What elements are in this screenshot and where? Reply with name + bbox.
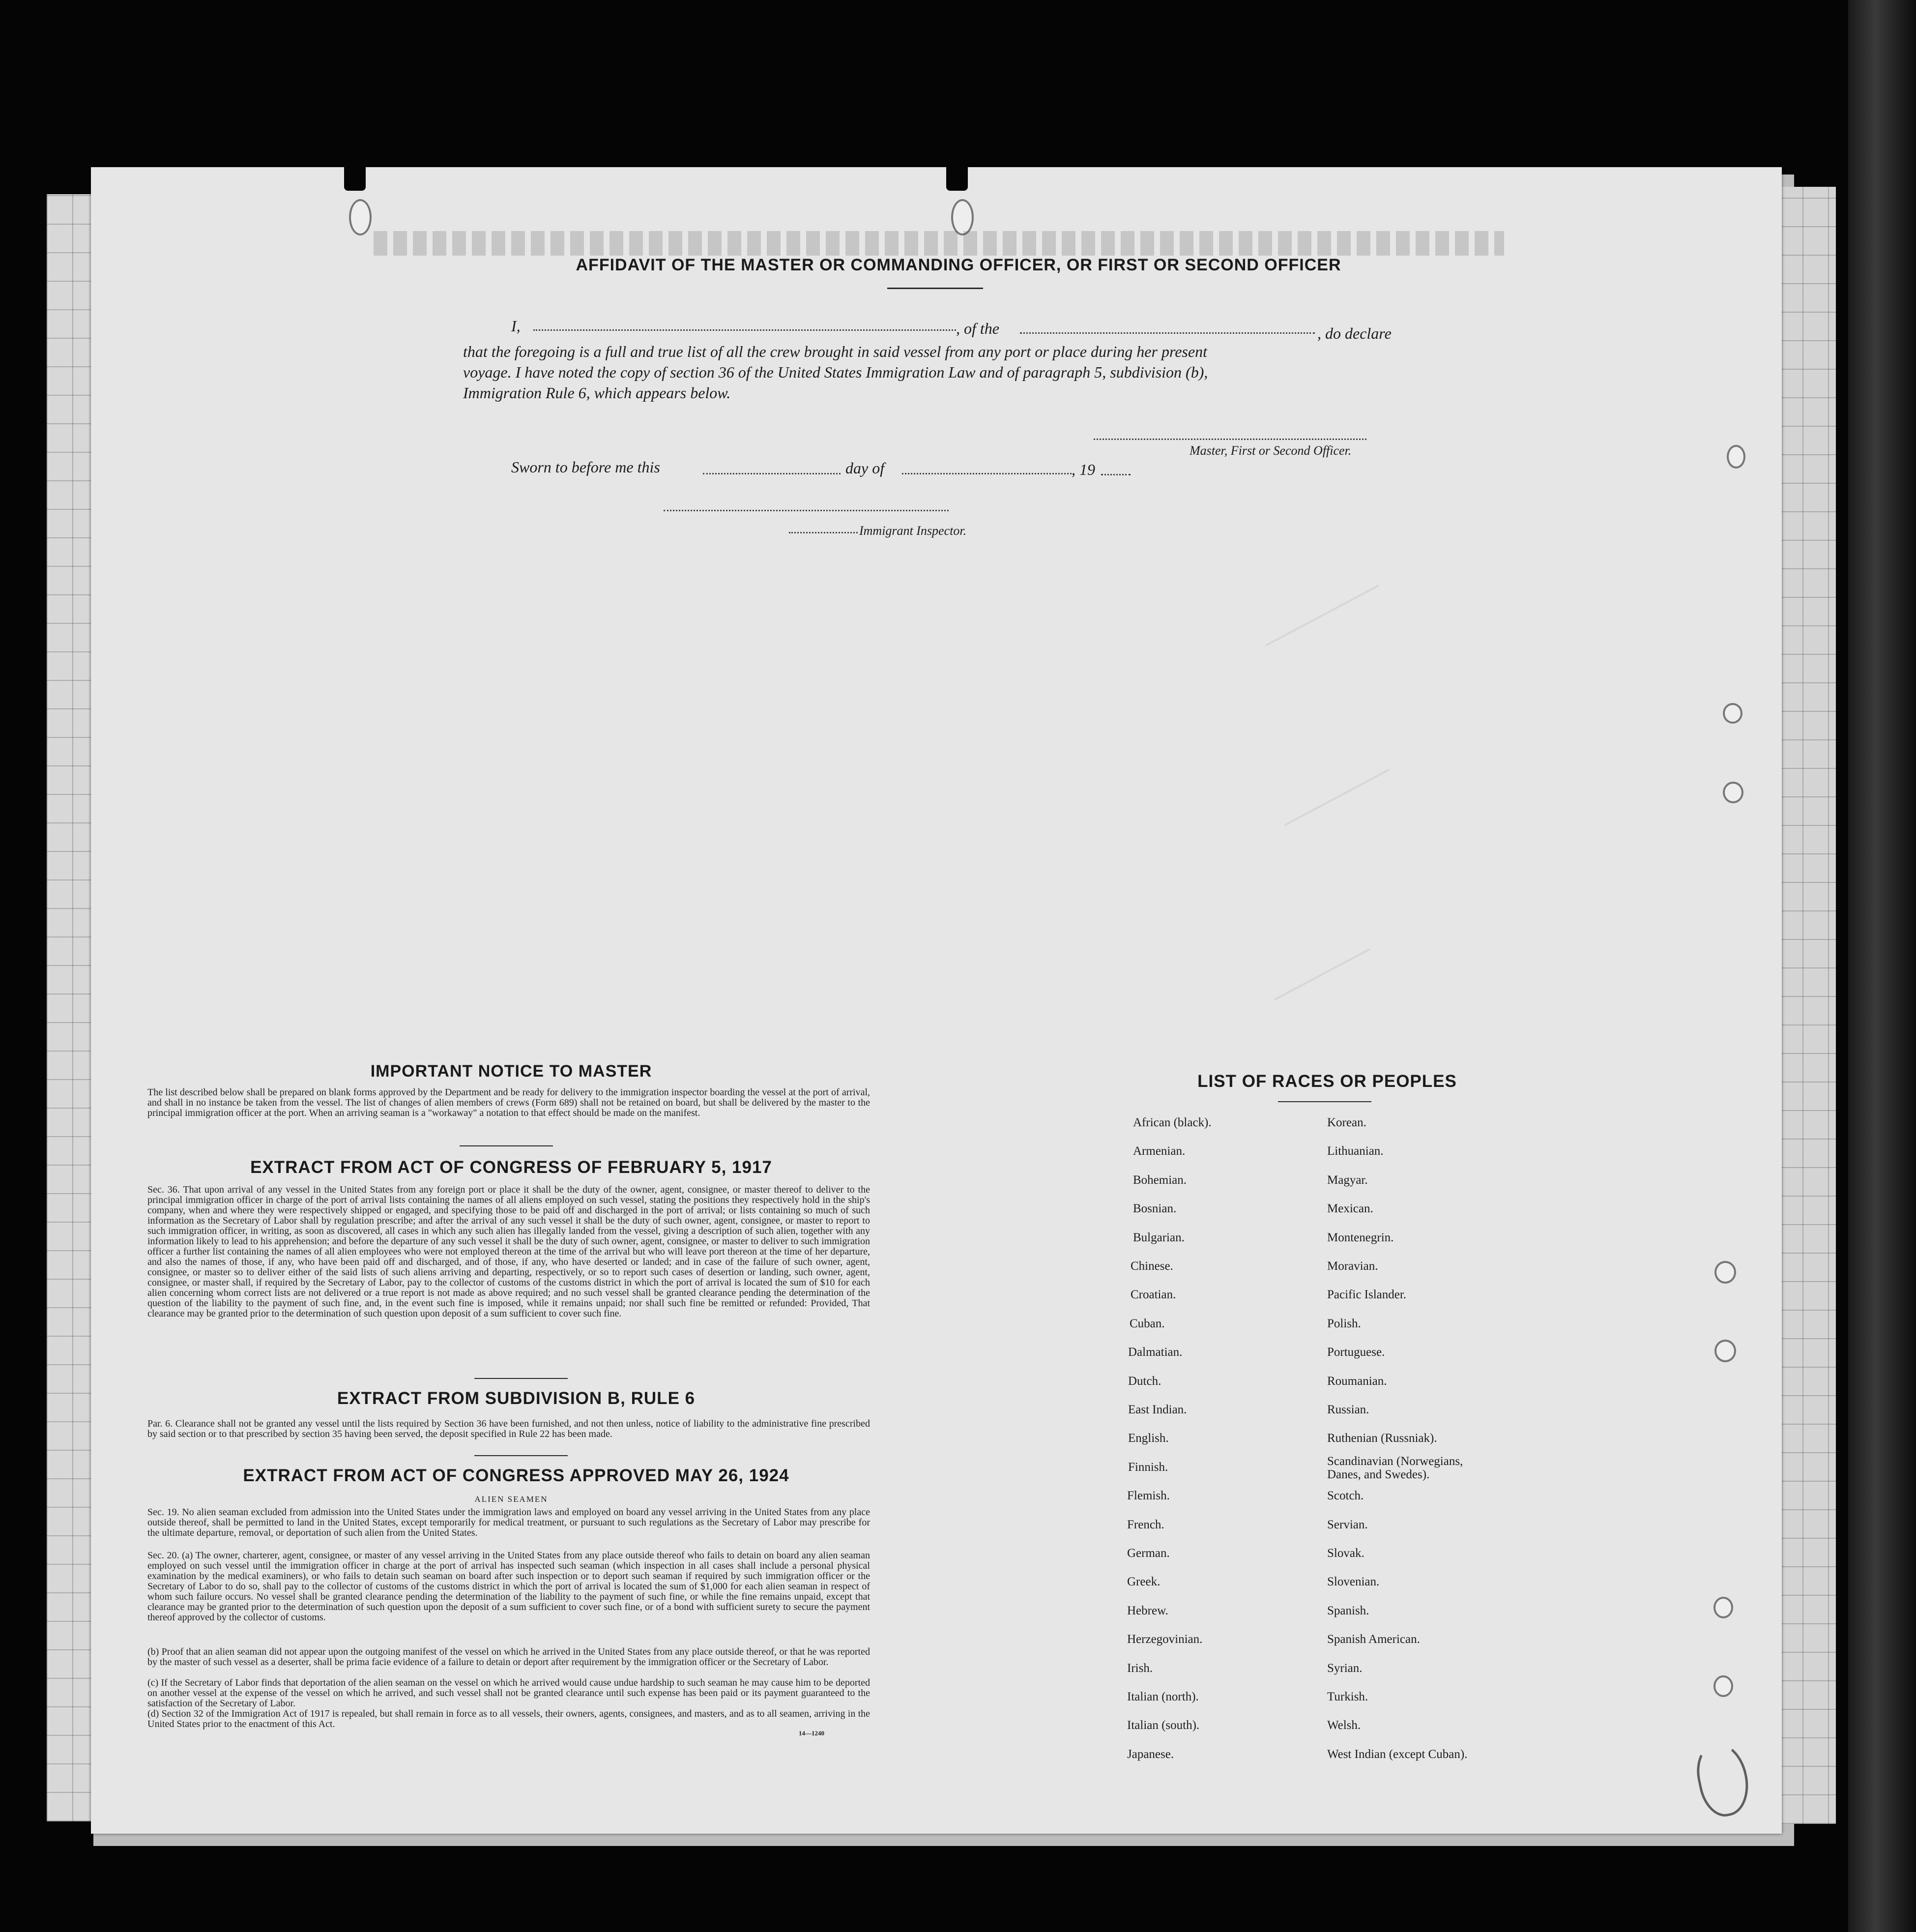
race-item: Spanish.	[1327, 1604, 1369, 1617]
race-item: Pacific Islander.	[1327, 1288, 1407, 1302]
sworn-label: Sworn to before me this	[511, 458, 660, 476]
affidavit-line-4: Immigration Rule 6, which appears below.	[463, 384, 731, 402]
race-item: Korean.	[1327, 1116, 1366, 1129]
race-item: Chinese.	[1131, 1259, 1173, 1273]
race-item: Cuban.	[1130, 1317, 1165, 1330]
race-item: French.	[1127, 1518, 1164, 1531]
race-item: Finnish.	[1128, 1460, 1168, 1474]
punch-hole	[1723, 703, 1742, 724]
race-item: Lithuanian.	[1327, 1144, 1384, 1158]
race-item: Croatian.	[1131, 1288, 1176, 1302]
binding-notch-right	[946, 161, 968, 191]
sworn-day-field[interactable]	[703, 473, 841, 474]
race-item: German.	[1127, 1547, 1170, 1560]
race-item: Roumanian.	[1327, 1374, 1387, 1388]
race-item: Russian.	[1327, 1403, 1369, 1416]
race-item: Montenegrin.	[1327, 1230, 1394, 1244]
punch-hole	[1727, 445, 1745, 468]
affidavit-title: AFFIDAVIT OF THE MASTER OR COMMANDING OFFICER, OR FIRST OR SECOND OFFICER	[576, 256, 1341, 274]
extract-1917-title: EXTRACT FROM ACT OF CONGRESS OF FEBRUARY 5, 1917	[250, 1158, 772, 1177]
race-item: Bohemian.	[1133, 1173, 1187, 1187]
extract-1917-text: Sec. 36. That upon arrival of any vessel in the United States from any foreign port or place it shall be the duty of the owner, agent, consignee, or master thereof to deliver to the principal immigration officer in charge of the port of arrival lists containing the names of all aliens employed on such vessel, stating the positions they respectively hold in the ship's company, when and where they were respectively shipped or engaged, and specifying those to be paid off and discharged in the port of arrival; or lists containing so much of such information as the Secretary of Labor shall by regulation prescribe; and after the arrival of any such vessel it shall be the duty of such owner, agent, consignee, or master to report to such immigration officer, in writing, as soon as discovered, all cases in which any such alien has illegally landed from the vessel, giving a description of such alien, together with any information likely to lead to his apprehension; and before the departure of any such vessel it shall be the duty of such owner, agent, consignee, or master to deliver to such immigration officer a further list containing the names of all alien employees who were not employed thereon at the time of the arrival but who will leave port thereon at the time of her departure, and also the names of those, if any, who have been paid off and discharged, and of those, if any, who have deserted or landed; and in case of the failure of such owner, agent, consignee, or master so to deliver either of the said lists of such aliens arriving and departing, respectively, or so to report such cases of desertion or landing, such owner, agent, consignee, or master shall, if required by the Secretary of Labor, pay to the collector of customs of the customs district in which the port of arrival is located the sum of $10 for each alien concerning whom correct lists are not delivered or a true report is not made as above required; and no such vessel shall be granted clearance pending the determination of the question of the liability to the payment of such fine, and, in the event such fine is imposed, while it remains unpaid; nor shall such fine be remitted or refunded: Provided, That clearance may be granted prior to the determination of such question upon deposit of a sum sufficient to cover such fine.	[147, 1184, 870, 1319]
race-item: Portuguese.	[1327, 1346, 1385, 1359]
extract-rule6-title: EXTRACT FROM SUBDIVISION B, RULE 6	[337, 1389, 696, 1408]
race-item: Servian.	[1327, 1518, 1368, 1531]
extract-1924-sec19: Sec. 19. No alien seaman excluded from admission into the United States under the immigration laws and employed on board any vessel arriving in the United States from any place outside thereof, shall be permitted to land in the United States, except temporarily for medical treatment, or pursuant to such regulations as the Secretary of Labor may prescribe for the ultimate departure, removal, or deportation of such alien from the United States.	[147, 1507, 870, 1538]
master-signature-line[interactable]	[1094, 439, 1366, 440]
race-item: Slovenian.	[1327, 1575, 1380, 1589]
punch-hole	[1714, 1261, 1736, 1284]
binding-hole	[349, 199, 372, 235]
race-item: Herzegovinian.	[1127, 1633, 1203, 1646]
race-item: Hebrew.	[1127, 1604, 1168, 1617]
race-item: East Indian.	[1128, 1403, 1187, 1416]
race-item: Turkish.	[1327, 1690, 1368, 1703]
right-ledger-strip	[1777, 187, 1836, 1824]
scanner-edge	[1848, 0, 1916, 1932]
affidavit-line-3: voyage. I have noted the copy of section 36 of the United States Immigration Law and of paragraph 5, subdivision (b),	[463, 363, 1208, 381]
title-underline	[887, 288, 983, 289]
punch-hole	[1713, 1675, 1733, 1697]
extract-1924-sec20c: (c) If the Secretary of Labor finds that deportation of the alien seaman on the vessel on which he arrived would cause undue hardship to such seaman he may cause him to be deported on another vessel at the expense of the vessel on which he arrived, and such vessel shall not be granted clearance until such expense has been paid or its payment guaranteed to the satisfaction of the Secretary of Labor.	[147, 1677, 870, 1709]
race-item: Italian (south).	[1127, 1719, 1200, 1732]
notice-title: IMPORTANT NOTICE TO MASTER	[370, 1062, 652, 1081]
affidavit-declare-label: , do declare	[1317, 324, 1392, 342]
punch-hole	[1713, 1597, 1733, 1618]
race-item: Scandinavian (Norwegians, Danes, and Swedes).	[1327, 1454, 1463, 1481]
extract-1924-title: EXTRACT FROM ACT OF CONGRESS APPROVED MAY 26, 1924	[243, 1466, 789, 1485]
notice-text: The list described below shall be prepared on blank forms approved by the Department and be ready for delivery to the immigration inspector boarding the vessel at the port of arrival, and shall in no instance be taken from the vessel. The list of changes of alien members of crews (Form 689) shall not be retained on board, but shall be delivered by the master to the principal immigration officer at the port. When an arriving seaman is a "workaway" a notation to that effect should be made on the manifest.	[147, 1087, 870, 1118]
section-divider	[460, 1145, 553, 1146]
section-divider	[474, 1378, 568, 1379]
race-item: Dutch.	[1128, 1374, 1161, 1388]
race-item: Moravian.	[1327, 1259, 1378, 1273]
races-title-underline	[1278, 1101, 1371, 1102]
inspector-signature-line-2[interactable]	[789, 532, 858, 533]
race-item: Armenian.	[1133, 1144, 1186, 1158]
race-item: Bosnian.	[1133, 1202, 1177, 1216]
extract-1924-sec20a: Sec. 20. (a) The owner, charterer, agent, consignee, or master of any vessel arriving in the United States from any place outside thereof who fails to detain on board any alien seaman employed on such vessel until the immigration officer in charge at the port of arrival has inspected such seaman (which inspection in all cases shall include a personal physical examination by the medical examiners), or who fails to detain such seaman on board after such inspection or to deport such seaman if required by such immigration officer or the Secretary of Labor to do so, shall pay to the collector of customs of the customs district in which the port of arrival is located the sum of $1,000 for each alien seaman in respect of whom such failure occurs. No vessel shall be granted clearance pending the determination of the liability to the payment of such fine, or while the fine remains unpaid, except that clearance may be granted prior to the determination of such question upon the deposit of a sum sufficient to cover such fine, or of a bond with sufficient surety to secure the payment thereof approved by the collector of customs.	[147, 1550, 870, 1623]
affidavit-i-label: I,	[511, 317, 521, 335]
vessel-name-field[interactable]	[1020, 332, 1315, 334]
race-item: Flemish.	[1127, 1489, 1170, 1503]
race-item: Polish.	[1327, 1317, 1361, 1330]
form-number: 14—1240	[799, 1729, 824, 1737]
binding-notch-left	[344, 161, 366, 191]
bleed-through-text	[374, 231, 1504, 256]
race-item: African (black).	[1133, 1116, 1212, 1129]
race-item: Greek.	[1127, 1575, 1161, 1589]
race-item: West Indian (except Cuban).	[1327, 1747, 1468, 1761]
extract-rule6-text: Par. 6. Clearance shall not be granted any vessel until the lists required by Section 36 have been furnished, and not then unless, notice of liability to the administrative fine prescribed by said section or to that prescribed by section 35 having been served, the deposit specified in Rule 22 has been made.	[147, 1418, 870, 1439]
race-item: Syrian.	[1327, 1661, 1363, 1675]
race-item: Japanese.	[1127, 1747, 1174, 1761]
sworn-year-field[interactable]	[1101, 474, 1131, 475]
affidavit-of-the-label: , of the	[956, 320, 999, 337]
race-item: Slovak.	[1327, 1547, 1364, 1560]
extract-1924-subtitle: ALIEN SEAMEN	[474, 1494, 548, 1504]
race-item: Spanish American.	[1327, 1633, 1420, 1646]
race-item: Welsh.	[1327, 1719, 1361, 1732]
section-divider	[474, 1455, 568, 1456]
race-item: Bulgarian.	[1133, 1230, 1185, 1244]
races-title: LIST OF RACES OR PEOPLES	[1197, 1072, 1457, 1091]
punch-hole	[1714, 1340, 1736, 1362]
day-of-label: day of	[845, 459, 885, 477]
inspector-signature-line[interactable]	[664, 510, 949, 511]
race-item: Irish.	[1127, 1661, 1153, 1675]
extract-1924-sec20b: (b) Proof that an alien seaman did not appear upon the outgoing manifest of the vessel on which he arrived in the United States from any place outside thereof, or that he was reported by the master of such vessel as a deserter, shall be prima facie evidence of a failure to detain or deport after requirement by the immigration officer or the Secretary of Labor.	[147, 1646, 870, 1668]
race-item: Italian (north).	[1127, 1690, 1199, 1703]
master-signature-label: Master, First or Second Officer.	[1190, 443, 1352, 458]
affidavit-line-2: that the foregoing is a full and true list of all the crew brought in said vessel from any port or place during her present	[463, 343, 1207, 360]
race-item: Ruthenian (Russniak).	[1327, 1432, 1437, 1445]
race-item: Magyar.	[1327, 1173, 1368, 1187]
extract-1924-sec20d: (d) Section 32 of the Immigration Act of 1917 is repealed, but shall remain in force as to all vessels, their owners, agents, consignees, and masters, and as to all seamen, arriving in the United States prior to the enactment of this Act.	[147, 1708, 870, 1729]
race-item: Scotch.	[1327, 1489, 1364, 1503]
binding-hole	[951, 199, 974, 235]
inspector-label: Immigrant Inspector.	[859, 524, 967, 538]
punch-hole	[1723, 782, 1743, 803]
year-label: , 19	[1072, 461, 1095, 478]
master-name-field[interactable]	[533, 329, 956, 331]
race-item: Mexican.	[1327, 1202, 1373, 1216]
race-item: Dalmatian.	[1128, 1346, 1183, 1359]
sworn-month-field[interactable]	[902, 473, 1072, 474]
race-item: English.	[1128, 1432, 1169, 1445]
